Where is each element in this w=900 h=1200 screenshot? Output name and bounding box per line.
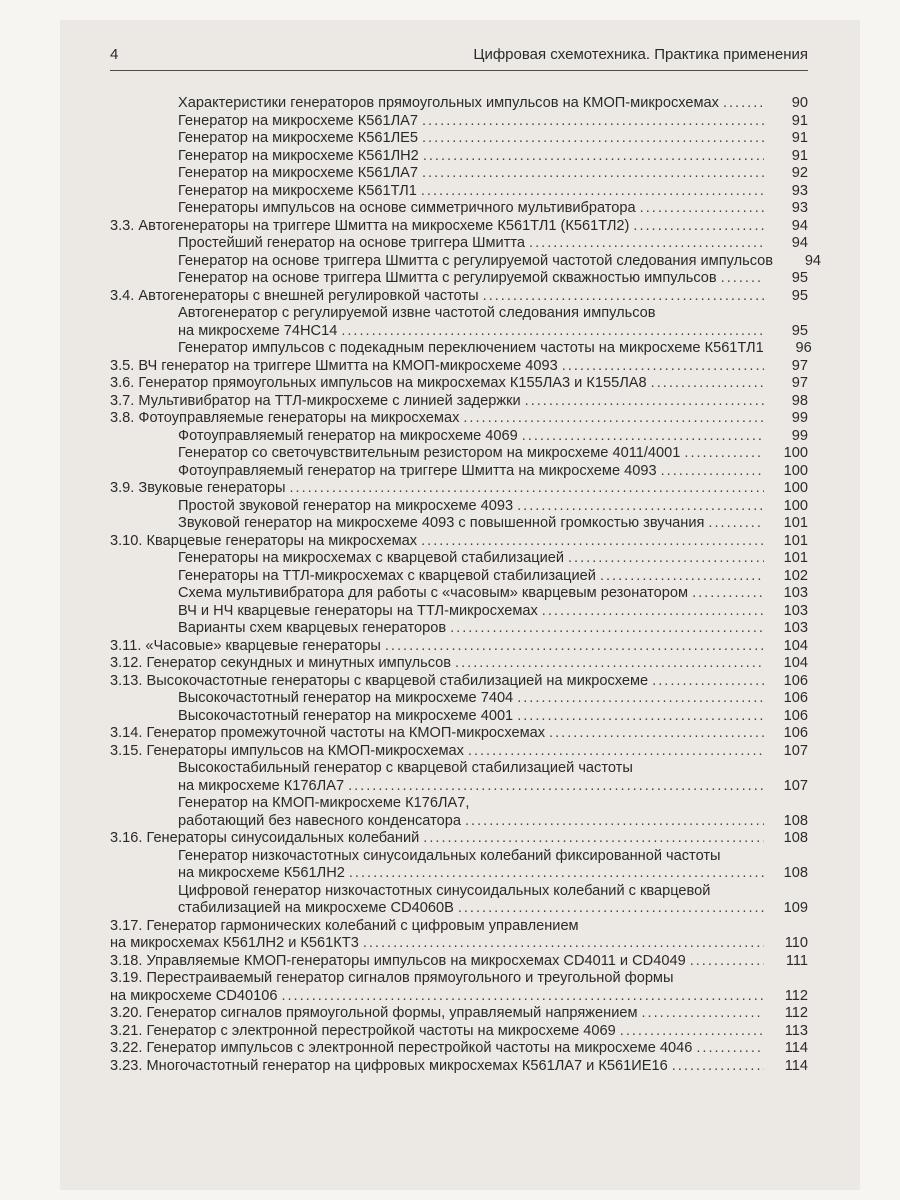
toc-page-number: 98	[791, 392, 808, 409]
dot-leader	[692, 585, 764, 603]
toc-entry-text: 3.8. Фотоуправляемые генераторы на микросхемах	[110, 410, 460, 426]
toc-page-number: 112	[784, 987, 808, 1004]
toc-entry-text: Генератор на КМОП-микросхеме К176ЛА7,	[178, 795, 470, 811]
toc-entry-text: Генераторы импульсов на основе симметричного мультивибратора	[178, 200, 636, 216]
toc-section-entry	[110, 1040, 808, 1058]
dot-leader	[672, 1058, 764, 1076]
toc-entry-text: Простейший генератор на основе триггера Шмитта	[178, 235, 526, 251]
toc-page-number: 103	[783, 620, 808, 636]
dot-leader	[422, 113, 764, 131]
dot-leader	[421, 533, 764, 551]
toc-page-number: 104	[783, 655, 808, 671]
toc-entry-text: Звуковой генератор на микросхеме 4093 с повышенной громкостью звучания	[178, 515, 705, 531]
toc-page-number: 102	[783, 567, 808, 584]
dot-leader	[690, 953, 764, 971]
toc-subsection-entry	[178, 568, 808, 586]
toc-page-number: 95	[791, 287, 808, 304]
toc-section-entry	[110, 480, 808, 498]
toc-page-number: 103	[783, 585, 808, 601]
dot-leader	[568, 550, 764, 568]
toc-entry-text: Генератор на микросхеме К561ЛЕ5	[178, 130, 418, 146]
toc-page-number: 93	[791, 200, 808, 216]
page-number: 4	[110, 46, 119, 63]
toc-entry-text: 3.7. Мультивибратор на ТТЛ-микросхеме с линией задержки	[110, 392, 521, 409]
toc-page-number: 114	[784, 1040, 808, 1056]
toc-page-number: 113	[784, 1022, 808, 1039]
toc-entry-text: Высокочастотный генератор на микросхеме 4001	[178, 707, 514, 724]
page-header	[110, 40, 808, 71]
toc-section-entry	[110, 375, 808, 393]
toc-entry-text: Варианты схем кварцевых генераторов	[178, 620, 447, 636]
dot-leader	[423, 830, 764, 848]
toc-entry-text: Характеристики генераторов прямоугольных импульсов на КМОП-микросхемах	[178, 95, 719, 111]
dot-leader	[385, 638, 764, 656]
toc-page-number: 90	[791, 95, 808, 111]
toc-page-number: 114	[784, 1057, 808, 1074]
toc-page-number: 101	[783, 550, 808, 566]
toc-subsection-entry	[178, 200, 808, 218]
toc-section-entry	[110, 655, 808, 673]
dot-leader	[522, 428, 764, 446]
dot-leader	[542, 603, 764, 621]
toc-entry-text: на микросхеме К176ЛА7	[178, 777, 345, 794]
toc-entry-text: 3.5. ВЧ генератор на триггере Шмитта на КМОП-микросхеме 4093	[110, 357, 558, 374]
toc-subsection-entry	[178, 690, 808, 708]
toc-page-number: 92	[791, 165, 808, 181]
toc-subsection-entry	[178, 620, 808, 638]
dot-leader	[525, 393, 764, 411]
toc-entry-text: 3.9. Звуковые генераторы	[110, 480, 286, 496]
toc-page-number: 99	[791, 427, 808, 444]
toc-entry-text: ВЧ и НЧ кварцевые генераторы на ТТЛ-микросхемах	[178, 602, 538, 619]
toc-page-number: 106	[783, 690, 808, 706]
toc-page-number: 96	[795, 340, 812, 356]
dot-leader	[341, 323, 764, 341]
dot-leader	[468, 743, 764, 761]
toc-section-entry	[110, 288, 808, 306]
toc-page-number: 107	[783, 777, 808, 794]
dot-leader	[458, 900, 764, 918]
toc-subsection-entry	[178, 95, 808, 113]
toc-subsection-entry	[178, 252, 822, 271]
dot-leader	[600, 568, 764, 586]
toc-subsection-entry	[178, 270, 808, 288]
toc-entry-text: Автогенератор с регулируемой извне частотой следования импульсов	[178, 305, 656, 321]
table-of-contents	[110, 95, 822, 1075]
toc-entry-text: Генераторы на ТТЛ-микросхемах с кварцевой стабилизацией	[178, 567, 596, 584]
toc-page-number: 109	[783, 900, 808, 916]
dot-leader	[562, 358, 764, 376]
toc-entry-text: Генераторы на микросхемах с кварцевой стабилизацией	[178, 550, 564, 566]
dot-leader	[423, 148, 764, 166]
dot-leader	[517, 708, 764, 726]
dot-leader	[651, 375, 764, 393]
toc-section-entry	[110, 533, 808, 551]
toc-entry-text: работающий без навесного конденсатора	[178, 812, 461, 829]
toc-section-entry	[110, 1005, 808, 1023]
dot-leader	[684, 445, 764, 463]
toc-entry-text: стабилизацией на микросхеме CD4060B	[178, 900, 454, 916]
toc-subsection-entry	[178, 848, 808, 883]
toc-subsection-entry	[178, 708, 808, 726]
dot-leader	[517, 498, 764, 516]
toc-page-number: 106	[783, 707, 808, 724]
toc-subsection-entry	[178, 113, 808, 131]
toc-entry-text: на микросхеме 74НС14	[178, 322, 338, 339]
toc-entry-text: 3.20. Генератор сигналов прямоугольной формы, управляемый напряжением	[110, 1005, 638, 1021]
toc-subsection-entry	[178, 130, 808, 148]
toc-entry-text: на микросхеме CD40106	[110, 987, 278, 1004]
toc-page-number: 111	[785, 952, 808, 969]
toc-entry-text: 3.3. Автогенераторы на триггере Шмитта на микросхеме К561ТЛ1 (К561ТЛ2)	[110, 217, 630, 234]
dot-leader	[363, 935, 764, 953]
toc-entry-text: Высокостабильный генератор с кварцевой стабилизацией частоты	[178, 760, 633, 776]
dot-leader	[696, 1040, 764, 1058]
toc-entry-text: 3.22. Генератор импульсов с электронной перестройкой частоты на микросхеме 4046	[110, 1040, 693, 1056]
toc-section-entry	[110, 970, 808, 1005]
dot-leader	[708, 515, 764, 533]
toc-entry-text: на микросхеме К561ЛН2	[178, 865, 345, 881]
toc-page-number: 95	[791, 322, 808, 339]
toc-page-number: 91	[791, 130, 808, 146]
toc-page-number: 101	[783, 515, 808, 531]
toc-page-number: 112	[784, 1005, 808, 1021]
dot-leader	[661, 463, 764, 481]
dot-leader	[529, 235, 764, 253]
toc-section-entry	[110, 393, 808, 411]
dot-leader	[349, 865, 764, 883]
toc-entry-text: Фотоуправляемый генератор на триггере Шмитта на микросхеме 4093	[178, 462, 657, 479]
toc-entry-text: Генератор на микросхеме К561ЛН2	[178, 147, 419, 164]
toc-page-number: 108	[783, 865, 808, 881]
toc-section-entry	[110, 830, 808, 848]
toc-entry-text: 3.12. Генератор секундных и минутных импульсов	[110, 655, 452, 671]
dot-leader	[289, 480, 764, 498]
toc-subsection-entry	[178, 463, 808, 481]
toc-page-number: 101	[783, 532, 808, 549]
toc-subsection-entry	[178, 603, 808, 621]
toc-page-number: 100	[783, 497, 808, 514]
dot-leader	[465, 813, 764, 831]
toc-section-entry	[110, 358, 808, 376]
toc-section-entry	[110, 743, 808, 761]
toc-entry-text: Генератор на микросхеме К561ЛА7	[178, 112, 418, 129]
toc-page-number: 107	[783, 742, 808, 759]
toc-entry-text: Генератор импульсов с подекадным переключением частоты на микросхеме К561ТЛ1	[178, 340, 764, 356]
toc-subsection-entry	[178, 760, 808, 795]
toc-entry-text: 3.10. Кварцевые генераторы на микросхемах	[110, 532, 418, 549]
toc-page-number: 99	[791, 410, 808, 426]
toc-entry-text: 3.14. Генератор промежуточной частоты на КМОП-микросхемах	[110, 725, 546, 741]
toc-entry-text: Цифровой генератор низкочастотных синусоидальных колебаний с кварцевой	[178, 882, 711, 899]
toc-entry-text: 3.23. Многочастотный генератор на цифровых микросхемах К561ЛА7 и К561ИЕ16	[110, 1057, 668, 1074]
dot-leader	[455, 655, 764, 673]
toc-section-entry	[110, 218, 808, 236]
toc-entry-text: Высокочастотный генератор на микросхеме 7404	[178, 690, 514, 706]
dot-leader	[348, 778, 764, 796]
toc-entry-text: Генератор на микросхеме К561ЛА7	[178, 165, 418, 181]
toc-entry-text: 3.16. Генераторы синусоидальных колебаний	[110, 830, 420, 846]
toc-page-number: 106	[783, 725, 808, 741]
toc-page-number: 110	[784, 935, 808, 951]
toc-page-number: 97	[791, 357, 808, 374]
dot-leader	[640, 200, 764, 218]
dot-leader	[633, 218, 764, 236]
toc-section-entry	[110, 673, 808, 691]
toc-page-number: 95	[791, 270, 808, 286]
toc-page-number: 108	[783, 830, 808, 846]
toc-page-number: 94	[791, 235, 808, 251]
dot-leader	[652, 673, 764, 691]
toc-page-number: 100	[783, 480, 808, 496]
toc-page-number: 91	[791, 147, 808, 164]
dot-leader	[620, 1023, 764, 1041]
toc-entry-text: на микросхемах К561ЛН2 и К561КТ3	[110, 935, 359, 951]
dot-leader	[483, 288, 764, 306]
toc-subsection-entry	[178, 498, 808, 516]
toc-entry-text: Фотоуправляемый генератор на микросхеме 4069	[178, 427, 518, 444]
toc-entry-text: 3.18. Управляемые КМОП-генераторы импульсов на микросхемах CD4011 и CD4049	[110, 952, 686, 969]
toc-subsection-entry	[178, 305, 808, 340]
toc-subsection-entry	[178, 445, 808, 463]
toc-entry-text: Генератор со светочувствительным резистором на микросхеме 4011/4001	[178, 445, 681, 461]
toc-subsection-entry	[178, 515, 808, 533]
toc-page-number: 93	[791, 182, 808, 199]
toc-entry-text: 3.6. Генератор прямоугольных импульсов на микросхемах К155ЛА3 и К155ЛА8	[110, 375, 647, 391]
dot-leader	[723, 95, 764, 113]
toc-entry-text: 3.17. Генератор гармонических колебаний с цифровым управлением	[110, 917, 579, 934]
toc-entry-text: 3.4. Автогенераторы с внешней регулировкой частоты	[110, 287, 479, 304]
toc-page-number: 94	[804, 252, 822, 269]
dot-leader	[421, 183, 764, 201]
toc-page-number: 103	[783, 602, 808, 619]
toc-subsection-entry	[178, 165, 808, 183]
toc-entry-text: Простой звуковой генератор на микросхеме 4093	[178, 497, 514, 514]
dot-leader	[463, 410, 764, 428]
dot-leader	[422, 130, 764, 148]
toc-page-number: 91	[791, 112, 808, 129]
toc-subsection-entry	[178, 585, 808, 603]
toc-section-entry	[110, 1058, 808, 1076]
toc-entry-text: Генератор на основе триггера Шмитта с регулируемой частотой следования импульсов	[178, 252, 774, 269]
toc-page-number: 94	[791, 217, 808, 234]
toc-subsection-entry	[178, 550, 808, 568]
dot-leader	[721, 270, 764, 288]
dot-leader	[450, 620, 764, 638]
toc-subsection-entry	[178, 235, 808, 253]
toc-entry-text: Схема мультивибратора для работы с «часовым» кварцевым резонатором	[178, 585, 689, 601]
toc-subsection-entry	[178, 183, 808, 201]
toc-subsection-entry	[178, 148, 808, 166]
toc-page-number: 100	[783, 462, 808, 479]
toc-entry-text: 3.19. Перестраиваемый генератор сигналов прямоугольного и треугольной формы	[110, 970, 674, 986]
toc-section-entry	[110, 410, 808, 428]
toc-section-entry	[110, 638, 808, 656]
toc-section-entry	[110, 725, 808, 743]
toc-subsection-entry	[178, 428, 808, 446]
toc-page-number: 104	[783, 637, 808, 654]
dot-leader	[549, 725, 764, 743]
toc-page-number: 100	[783, 445, 808, 461]
toc-page-number: 106	[783, 672, 808, 689]
toc-subsection-entry	[178, 795, 808, 830]
toc-entry-text: 3.15. Генераторы импульсов на КМОП-микросхемах	[110, 742, 464, 759]
running-title: Цифровая схемотехника. Практика применения	[473, 46, 808, 63]
dot-leader	[517, 690, 764, 708]
toc-page-number: 108	[783, 812, 808, 829]
toc-section-entry	[110, 1023, 808, 1041]
dot-leader	[281, 988, 764, 1006]
toc-section-entry	[110, 953, 808, 971]
toc-entry-text: 3.11. «Часовые» кварцевые генераторы	[110, 637, 381, 654]
toc-entry-text: Генератор низкочастотных синусоидальных колебаний фиксированной частоты	[178, 847, 721, 864]
toc-page-number: 97	[791, 375, 808, 391]
toc-section-entry	[110, 918, 808, 953]
dot-leader	[642, 1005, 765, 1023]
toc-entry-text: Генератор на микросхеме К561ТЛ1	[178, 182, 417, 199]
toc-entry-text: 3.21. Генератор с электронной перестройкой частоты на микросхеме 4069	[110, 1022, 616, 1039]
toc-subsection-entry	[178, 340, 812, 358]
toc-entry-text: Генератор на основе триггера Шмитта с регулируемой скважностью импульсов	[178, 270, 717, 286]
dot-leader	[422, 165, 764, 183]
toc-subsection-entry	[178, 883, 808, 918]
toc-entry-text: 3.13. Высокочастотные генераторы с кварцевой стабилизацией на микросхеме	[110, 672, 649, 689]
